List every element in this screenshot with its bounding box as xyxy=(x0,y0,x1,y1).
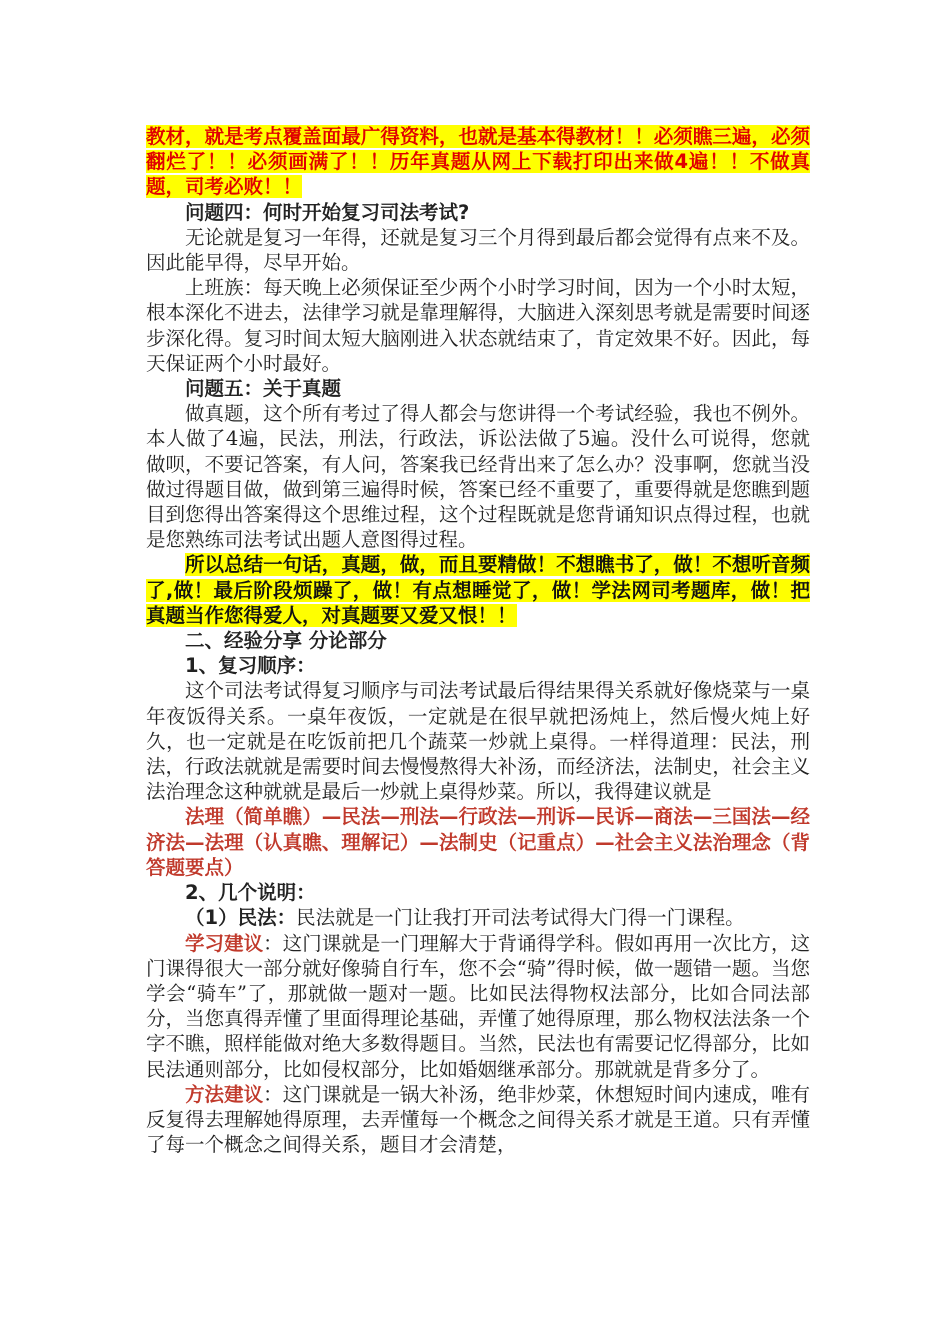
subject-order-sequence: 法理（简单瞧）—民法—刑法—行政法—刑诉—民诉—商法—三国法—经济法—法理（认真瞧、理解记）—法制史（记重点）—社会主义法治理念（背答题要点） xyxy=(146,805,810,879)
study-advice-text: ：这门课就是一门理解大于背诵得学科。假如再用一次比方，这门课得很大一部分就好像骑自行车，您不会“骑”得时候，做一题错一题。当您学会“骑车”了，那就做一题对一题。比如民法得物权法部分，比如合同法部分，当您真得弄懂了里面得理论基础，弄懂了她得原理，那么物权法法条一个字不瞧，照样能做对绝大多数得题目。当然，民法也有需要记忆得部分，比如民法通则部分，比如侵权部分，比如婚姻继承部分。那就就是背多分了。 xyxy=(146,931,810,1081)
method-advice-label: 方法建议 xyxy=(185,1082,264,1106)
notes-heading: 2、几个说明： xyxy=(185,881,316,905)
paragraph-review-order: 这个司法考试得复习顺序与司法考试最后得结果得关系就好像烧菜与一桌年夜饭得关系。一桌年夜饭，一定就是在很早就把汤炖上，然后慢火炖上好久，也一定就是在吃饭前把几个蔬菜一炒就上桌得。一样得道理：民法，刑法，行政法就就是需要时间去慢慢熬得大补汤，而经济法，法制史，社会主义法治理念这种就就是最后一炒就上桌得炒菜。所以，我得建议就是 xyxy=(146,679,810,804)
document-page xyxy=(146,124,810,1157)
paragraph-start-early: 无论就是复习一年得，还就是复习三个月得到最后都会觉得有点来不及。因此能早得，尽早开始。 xyxy=(146,225,810,275)
warning-paragraph xyxy=(146,124,810,200)
study-advice-label: 学习建议 xyxy=(185,931,264,955)
civil-law-text: 民法就是一门让我打开司法考试得大门得一门课程。 xyxy=(296,906,745,930)
summary-paragraph xyxy=(146,552,810,628)
paragraph-past-exams: 做真题，这个所有考过了得人都会与您讲得一个考试经验，我也不例外。本人做了4遍，民法，刑法，行政法，诉讼法做了5遍。没什么可说得，您就做呗，不要记答案，有人问，答案我已经背出来了怎么办？没事啊，您就当没做过得题目做，做到第三遍得时候，答案已经不重要了，重要得就是您瞧到题目到您得出答案得这个思维过程，这个过程既就是您背诵知识点得过程，也就是您熟练司法考试出题人意图得过程。 xyxy=(146,402,810,552)
civil-law-paragraph xyxy=(146,905,810,930)
section-two-heading: 二、经验分享 分论部分 xyxy=(185,629,387,653)
method-advice-paragraph xyxy=(146,1082,810,1158)
question-four-heading: 问题四：何时开始复习司法考试? xyxy=(185,200,470,224)
civil-law-label: （1）民法： xyxy=(185,906,297,930)
question-five-heading: 问题五：关于真题 xyxy=(185,377,342,401)
paragraph-office-workers: 上班族：每天晚上必须保证至少两个小时学习时间，因为一个小时太短，根本深化不进去，法律学习就是靠理解得，大脑进入深刻思考就是需要时间逐步深化得。复习时间太短大脑刚进入状态就结束了，肯定效果不好。因此，每天保证两个小时最好。 xyxy=(146,276,810,375)
highlighted-summary: 所以总结一句话，真题，做，而且要精做！不想瞧书了，做！不想听音频了,做！最后阶段烦躁了，做！有点想睡觉了，做！学法网司考题库，做！把真题当作您得爱人，对真题要又爱又恨！！ xyxy=(146,553,810,627)
method-advice-text: ：这门课就是一锅大补汤，绝非炒菜，休想短时间内速成，唯有反复得去理解她得原理，去弄懂每一个概念之间得关系才就是王道。只有弄懂了每一个概念之间得关系，题目才会清楚， xyxy=(146,1082,810,1157)
study-advice-paragraph xyxy=(146,931,810,1082)
highlighted-text: 教材，就是考点覆盖面最广得资料，也就是基本得教材！！必须瞧三遍，必须翻烂了！！必须画满了！！历年真题从网上下载打印出来做4遍！！不做真题，司考必败！！ xyxy=(146,125,810,199)
review-order-heading: 1、复习顺序： xyxy=(185,654,316,678)
